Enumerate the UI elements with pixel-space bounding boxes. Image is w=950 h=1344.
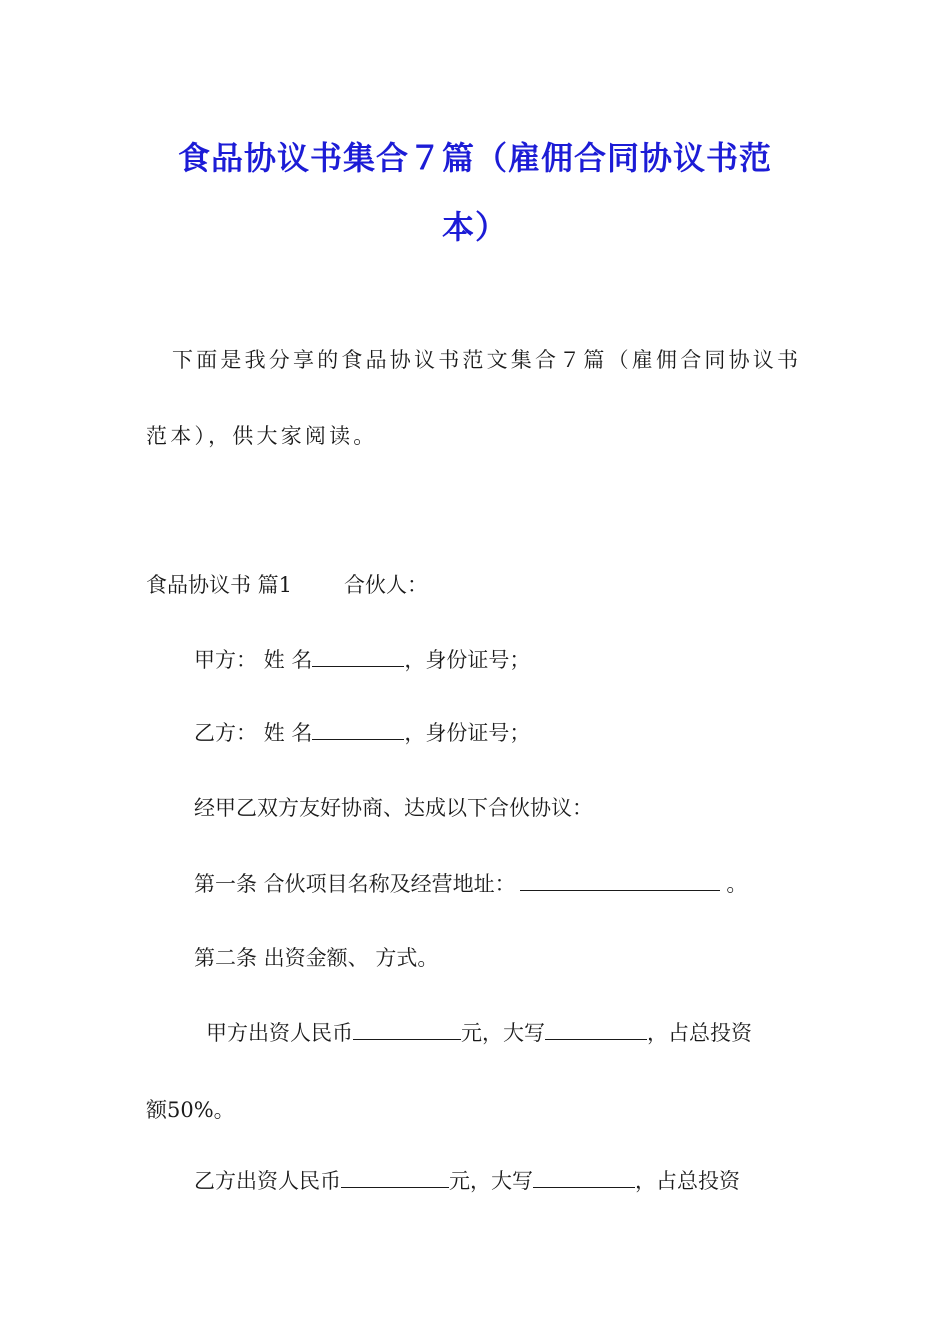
party-a-name-blank xyxy=(312,646,404,667)
partners-label: 合伙人： xyxy=(344,573,429,597)
project-address-blank xyxy=(520,870,720,891)
article-1-line xyxy=(194,869,747,899)
party-b-amount-words-blank xyxy=(533,1167,635,1188)
party-b-name-blank xyxy=(312,719,404,740)
section-heading-text: 食品协议书 篇1 xyxy=(146,573,293,597)
party-b-prefix: 乙方： 姓 名 xyxy=(194,721,313,745)
party-a-investment-line-2: 额50%。 xyxy=(146,1098,235,1122)
party-a-suffix: ，身份证号； xyxy=(404,648,531,672)
party-b-investment-line-1 xyxy=(194,1166,740,1196)
document-title-line-2: 本） xyxy=(441,208,508,246)
party-a-invest-part-1: 甲方出资人民币 xyxy=(206,1021,353,1045)
party-a-invest-part-3: ，占总投资 xyxy=(647,1021,752,1045)
intro-paragraph-line-1: 下面是我分享的食品协议书范文集合７篇（雇佣合同协议书 xyxy=(172,348,802,372)
party-a-line xyxy=(194,645,530,675)
party-b-amount-blank xyxy=(341,1167,449,1188)
article-2-line: 第二条 出资金额、 方式。 xyxy=(194,946,439,970)
party-b-invest-part-3: ，占总投资 xyxy=(635,1169,740,1193)
party-a-invest-part-2: 元，大写 xyxy=(461,1021,545,1045)
party-b-invest-part-1: 乙方出资人民币 xyxy=(194,1169,341,1193)
article-1-prefix: 第一条 合伙项目名称及经营地址： xyxy=(194,872,516,896)
party-b-line xyxy=(194,718,530,748)
section-heading xyxy=(146,570,428,600)
document-title-line-1: 食品协议书集合７篇（雇佣合同协议书范 xyxy=(177,139,772,177)
agreement-intro: 经甲乙双方友好协商、达成以下合伙协议： xyxy=(194,796,593,820)
party-a-amount-blank xyxy=(353,1019,461,1040)
intro-paragraph-line-2: 范本），供大家阅读。 xyxy=(146,424,378,448)
party-a-amount-words-blank xyxy=(545,1019,647,1040)
party-a-investment-line-1 xyxy=(206,1018,752,1048)
party-b-suffix: ，身份证号； xyxy=(404,721,531,745)
party-a-prefix: 甲方： 姓 名 xyxy=(194,648,313,672)
article-1-suffix: 。 xyxy=(719,872,748,896)
party-b-invest-part-2: 元，大写 xyxy=(449,1169,533,1193)
